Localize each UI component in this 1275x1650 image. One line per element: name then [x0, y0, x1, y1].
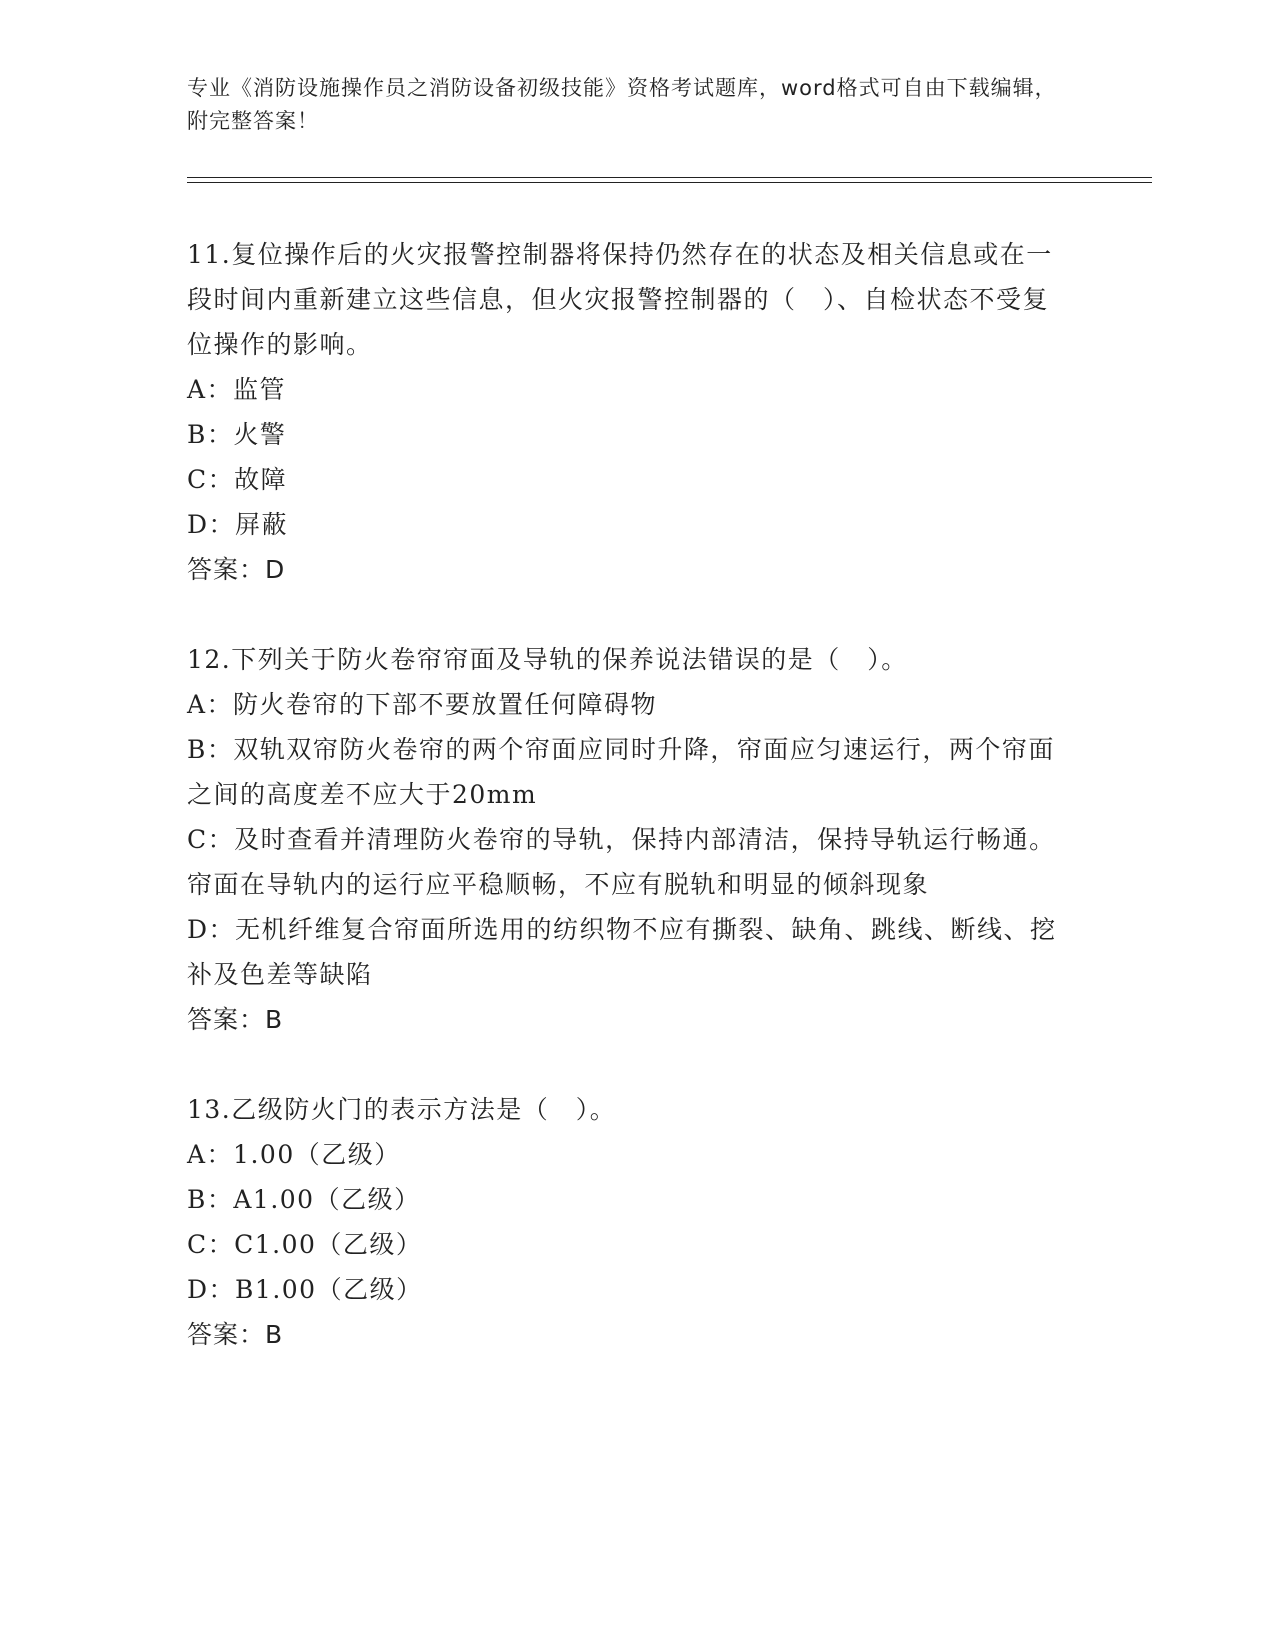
- option-a: A：1.00（乙级）: [187, 1140, 401, 1169]
- option-d: D：无机纤维复合帘面所选用的纺织物不应有撕裂、缺角、跳线、断线、挖补及色差等缺陷: [187, 915, 1057, 989]
- option-b: B：双轨双帘防火卷帘的两个帘面应同时升降，帘面应匀速运行，两个帘面之间的高度差不应大于20mm: [187, 735, 1055, 809]
- header-rule-top: [187, 177, 1152, 178]
- question-13: [187, 1087, 1067, 1357]
- option-c: C：故障: [187, 465, 288, 494]
- option-a: A：防火卷帘的下部不要放置任何障碍物: [187, 690, 658, 719]
- option-c: C：C1.00（乙级）: [187, 1230, 423, 1259]
- option-b: B：火警: [187, 420, 287, 449]
- answer: 答案：D: [187, 555, 286, 584]
- answer: 答案：B: [187, 1005, 284, 1034]
- option-a: A：监管: [187, 375, 287, 404]
- question-stem: 13.乙级防火门的表示方法是（ ）。: [187, 1095, 617, 1124]
- answer: 答案：B: [187, 1320, 284, 1349]
- option-b: B：A1.00（乙级）: [187, 1185, 421, 1214]
- option-c: C：及时查看并清理防火卷帘的导轨，保持内部清洁，保持导轨运行畅通。帘面在导轨内的运行应平稳顺畅，不应有脱轨和明显的倾斜现象: [187, 825, 1056, 899]
- question-gap: [187, 592, 1067, 637]
- question-stem: 11.复位操作后的火灾报警控制器将保持仍然存在的状态及相关信息或在一段时间内重新建立这些信息，但火灾报警控制器的（ ）、自检状态不受复位操作的影响。: [187, 240, 1053, 359]
- option-d: D：屏蔽: [187, 510, 289, 539]
- question-12: [187, 637, 1067, 1042]
- question-list: [187, 232, 1067, 1357]
- header-rule-bottom: [187, 182, 1152, 183]
- document-header: 专业《消防设施操作员之消防设备初级技能》资格考试题库，word格式可自由下载编辑，附完整答案！: [187, 76, 1057, 133]
- question-gap: [187, 1042, 1067, 1087]
- option-d: D：B1.00（乙级）: [187, 1275, 423, 1304]
- question-11: [187, 232, 1067, 592]
- question-stem: 12.下列关于防火卷帘帘面及导轨的保养说法错误的是（ ）。: [187, 645, 908, 674]
